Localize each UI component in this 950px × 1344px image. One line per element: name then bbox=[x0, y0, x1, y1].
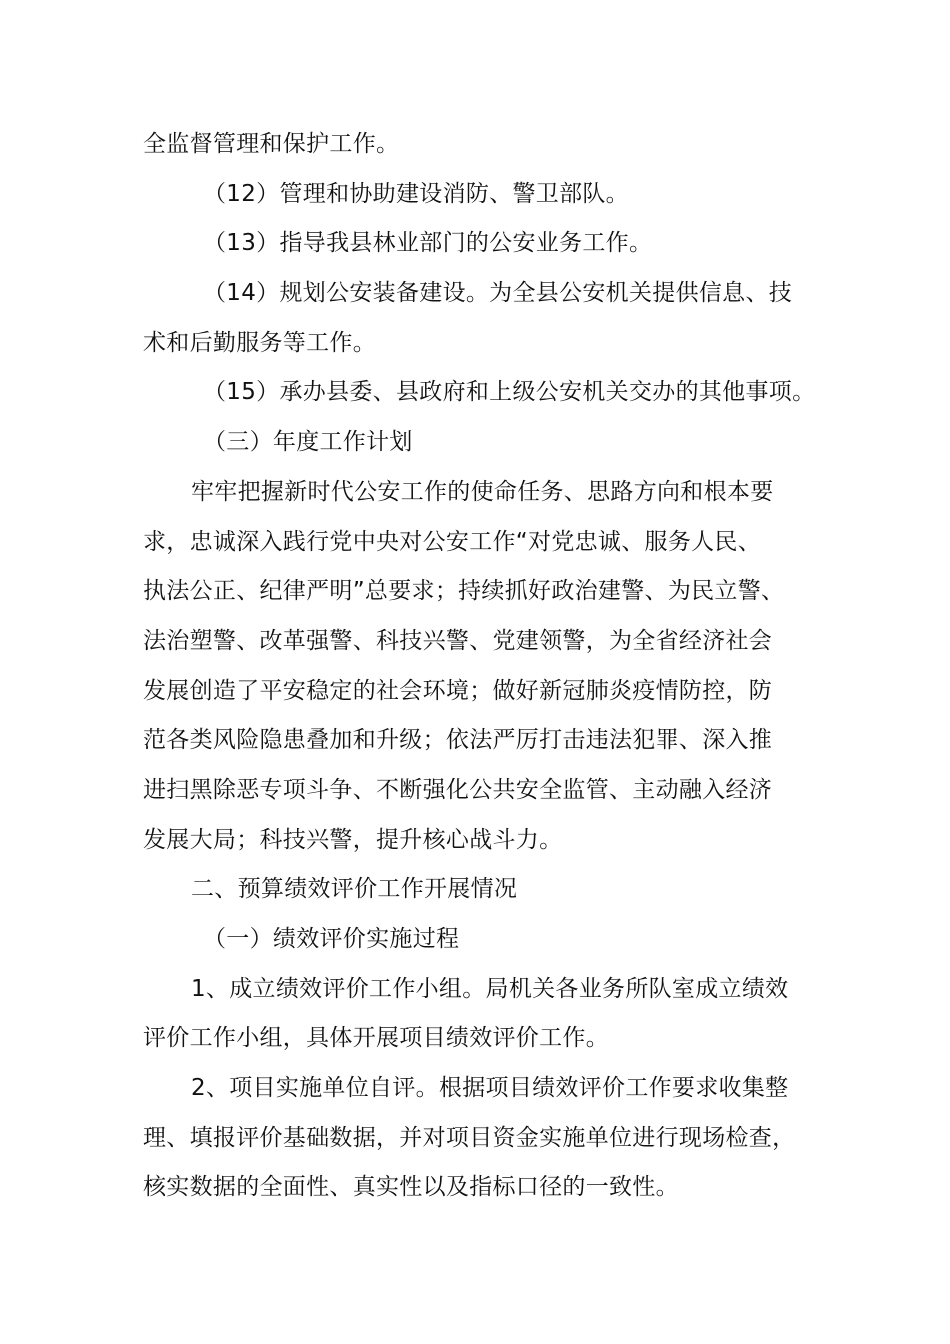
paragraph-line: 范各类风险隐患叠加和升级；依法严厉打击违法犯罪、深入推 bbox=[143, 727, 773, 754]
paragraph-line: 术和后勤服务等工作。 bbox=[143, 329, 376, 356]
paragraph-line: （15）承办县委、县政府和上级公安机关交办的其他事项。 bbox=[203, 379, 816, 406]
paragraph-line: 法治塑警、改革强警、科技兴警、党建领警，为全省经济社会 bbox=[143, 627, 773, 654]
section-heading: 二、预算绩效评价工作开展情况 bbox=[191, 876, 518, 903]
document-body bbox=[143, 120, 823, 1213]
paragraph-line: 进扫黑除恶专项斗争、不断强化公共安全监管、主动融入经济 bbox=[143, 776, 773, 803]
paragraph-line: 求，忠诚深入践行党中央对公安工作“对党忠诚、服务人民、 bbox=[143, 528, 762, 555]
paragraph-line: 评价工作小组，具体开展项目绩效评价工作。 bbox=[143, 1025, 609, 1052]
paragraph-line: 发展创造了平安稳定的社会环境；做好新冠肺炎疫情防控，防 bbox=[143, 677, 773, 704]
paragraph-line: （13）指导我县林业部门的公安业务工作。 bbox=[203, 230, 653, 257]
paragraph-line: 发展大局；科技兴警，提升核心战斗力。 bbox=[143, 826, 563, 853]
paragraph-line: 牢牢把握新时代公安工作的使命任务、思路方向和根本要 bbox=[191, 478, 774, 505]
paragraph-line: 理、填报评价基础数据，并对项目资金实施单位进行现场检查， bbox=[143, 1124, 796, 1151]
paragraph-line: 执法公正、纪律严明”总要求；持续抓好政治建警、为民立警、 bbox=[143, 578, 785, 605]
paragraph-line: 全监督管理和保护工作。 bbox=[143, 131, 400, 157]
paragraph-line: 1、成立绩效评价工作小组。局机关各业务所队室成立绩效 bbox=[191, 975, 789, 1002]
section-heading: （三）年度工作计划 bbox=[203, 429, 413, 456]
paragraph-line: 核实数据的全面性、真实性以及指标口径的一致性。 bbox=[143, 1174, 679, 1201]
paragraph-line: （14）规划公安装备建设。为全县公安机关提供信息、技 bbox=[203, 280, 793, 307]
section-heading: （一）绩效评价实施过程 bbox=[203, 926, 460, 952]
paragraph-line: 2、项目实施单位自评。根据项目绩效评价工作要求收集整 bbox=[191, 1075, 789, 1102]
paragraph-line: （12）管理和协助建设消防、警卫部队。 bbox=[203, 180, 629, 207]
